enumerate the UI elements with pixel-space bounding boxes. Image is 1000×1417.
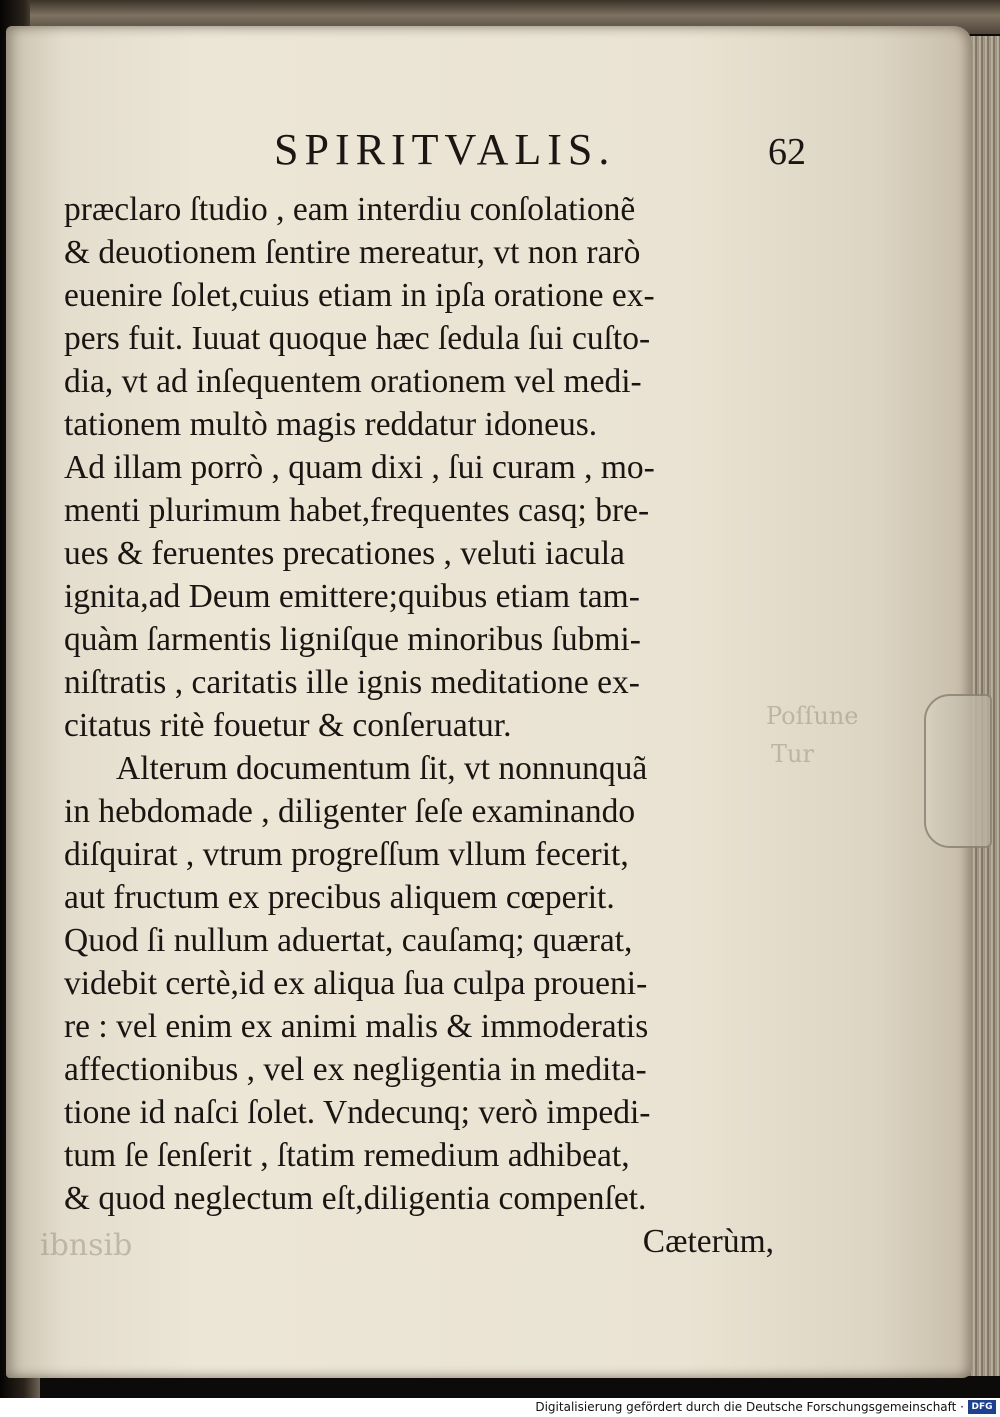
- page-header: [6, 124, 972, 184]
- text-line: quàm ſarmentis ligniſque minoribus ſubmi-: [64, 621, 641, 658]
- text-line: tum ſe ſenſerit , ſtatim remedium adhibeat,: [64, 1137, 630, 1174]
- text-line: ignita,ad Deum emittere;quibus etiam tam-: [64, 578, 640, 615]
- show-through-text: Tur: [771, 740, 814, 768]
- text-line: menti plurimum habet,frequentes casq; bre-: [64, 492, 650, 529]
- text-line: niſtratis , caritatis ille ignis meditatione ex-: [64, 664, 640, 701]
- text-line: euenire ſolet,cuius etiam in ipſa oratione ex-: [64, 277, 655, 314]
- text-line: affectionibus , vel ex negligentia in medita-: [64, 1051, 647, 1088]
- text-line: & quod neglectum eſt,diligentia compenſet.: [64, 1180, 647, 1217]
- text-line: & deuotionem ſentire mereatur, vt non rarò: [64, 234, 641, 271]
- text-line: aut fructum ex precibus aliquem cœperit.: [64, 879, 615, 916]
- text-line: citatus ritè fouetur & conſeruatur.: [64, 707, 512, 744]
- text-block: [64, 188, 804, 1263]
- text-line: pers fuit. Iuuat quoque hæc ſedula ſui cuſto-: [64, 320, 651, 357]
- text-line: tione id naſci ſolet. Vndecunq; verò impedi-: [64, 1094, 651, 1131]
- footer-bar: [0, 1398, 1000, 1417]
- text-line: dia, vt ad inſequentem orationem vel medi-: [64, 363, 642, 400]
- book-page: [6, 26, 972, 1378]
- text-line: videbit certè,id ex aliqua ſua culpa proueni-: [64, 965, 648, 1002]
- funding-credit: Digitalisierung gefördert durch die Deutsche Forschungsgemeinschaft ·: [535, 1400, 964, 1414]
- catchword: Cæterùm,: [642, 1223, 774, 1260]
- show-through-text: ibnsib: [40, 1228, 133, 1263]
- text-line: Quod ſi nullum aduertat, cauſamq; quærat,: [64, 922, 633, 959]
- text-line: diſquirat , vtrum progreſſum vllum fecerit,: [64, 836, 629, 873]
- show-through-text: Poſſune: [766, 702, 859, 730]
- page-clip-tab: [924, 694, 992, 848]
- text-line: Ad illam porrò , quam dixi , ſui curam , mo-: [64, 449, 655, 486]
- text-line: ues & feruentes precationes , veluti iacula: [64, 535, 625, 572]
- text-line: tationem multò magis reddatur idoneus.: [64, 406, 598, 443]
- page-number: 62: [768, 131, 806, 173]
- text-line: Alterum documentum ſit, vt nonnunquã: [116, 750, 648, 787]
- dfg-logo: DFG: [968, 1400, 996, 1414]
- text-line: præclaro ſtudio , eam interdiu conſolationẽ: [64, 191, 636, 228]
- text-line: in hebdomade , diligenter ſeſe examinando: [64, 793, 636, 830]
- running-head: SPIRITVALIS.: [274, 125, 616, 174]
- text-line: re : vel enim ex animi malis & immoderatis: [64, 1008, 649, 1045]
